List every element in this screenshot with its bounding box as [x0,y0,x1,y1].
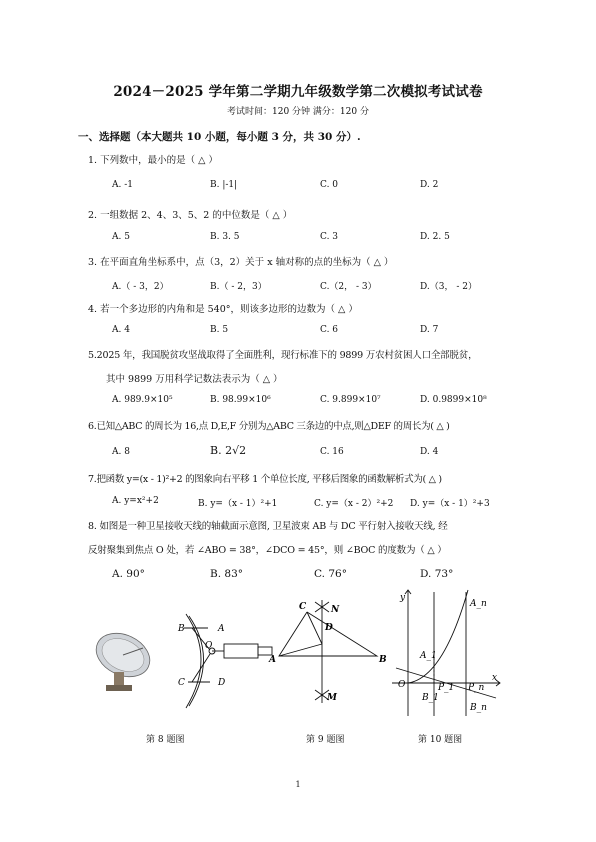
fig10-label-x: x [492,673,498,683]
question-5-line2: 其中 9899 万用科学记数法表示为（ △ ） [106,374,283,385]
question-8-line2: 反射聚集到焦点 O 处，若 ∠ABO = 38°，∠DCO = 45°，则 ∠BOC 的度数为（ △ ） [88,545,447,556]
q6-option-b: B. 2√2 [210,444,247,457]
question-3: 3. 在平面直角坐标系中，点（3，2）关于 x 轴对称的点的坐标为（ △ ） [88,257,394,268]
figure-10 [388,588,508,720]
q4-option-d: D. 7 [420,325,439,335]
dish-cross-section [184,614,272,708]
q5-option-a: A. 989.9×10⁵ [112,395,173,405]
q6-option-d: D. 4 [420,447,439,457]
question-6: 6.已知△ABC 的周长为 16,点 D,E,F 分别为△ABC 三条边的中点,则△DEF 的周长为( △ ) [88,421,450,432]
question-1: 1. 下列数中，最小的是（ △ ） [88,155,218,166]
q8-option-a: A. 90° [112,568,145,580]
q3-option-c: C.（2， - 3） [320,282,377,292]
q8-option-d: D. 73° [420,568,454,580]
q3-option-d: D.（3， - 2） [420,282,477,292]
q8-option-c: C. 76° [314,568,347,580]
fig8-label-b: B [178,624,185,634]
caption-figure-10: 第 10 题图 [418,735,463,745]
q3-option-b: B.（ - 2，3） [210,282,267,292]
fig9-label-n: N [331,605,340,615]
q5-option-c: C. 9.899×10⁷ [320,395,381,405]
page-number: 1 [295,780,301,789]
question-4: 4. 若一个多边形的内角和是 540°，则该多边形的边数为（ △ ） [88,304,358,315]
fig10-label-b1: B_1 [422,693,439,703]
fig9-label-m: M [327,693,337,703]
q2-option-d: D. 2. 5 [420,232,450,242]
q2-option-c: C. 3 [320,232,339,242]
q7-option-d: D. y=（x - 1）²+3 [410,499,490,509]
q2-option-b: B. 3. 5 [210,232,240,242]
fig9-label-a: A [269,655,276,665]
figure-9 [265,598,395,716]
fig10-label-o: O [398,680,406,690]
fig10-label-y: y [400,593,406,603]
fig10-label-pn: P_n [468,683,485,693]
q4-option-a: A. 4 [112,325,130,335]
q6-option-c: C. 16 [320,447,344,457]
q4-option-b: B. 5 [210,325,229,335]
q7-option-b: B. y=（x - 1）²+1 [198,499,278,509]
fig9-label-d: D [325,623,333,633]
exam-info: 考试时间：120 分钟 满分：120 分 [227,107,369,117]
caption-figure-8: 第 8 题图 [146,735,185,745]
question-2: 2. 一组数据 2、4、3、5、2 的中位数是（ △ ） [88,210,293,221]
section-heading: 一、选择题（本大题共 10 小题，每小题 3 分，共 30 分）. [78,131,361,143]
caption-figure-9: 第 9 题图 [306,735,345,745]
fig8-label-d: D [218,678,226,688]
fig9-label-b: B [379,655,387,665]
q5-option-b: B. 98.99×10⁶ [210,395,271,405]
figure-8 [88,610,278,720]
q1-option-c: C. 0 [320,180,339,190]
fig10-label-p1: P_1 [438,683,455,693]
q3-option-a: A.（ - 3，2） [112,282,169,292]
q1-option-a: A. -1 [112,180,133,190]
question-5: 5.2025 年，我国脱贫攻坚战取得了全面胜利，现行标准下的 9899 万农村贫困人口全部脱贫， [88,350,478,361]
q4-option-c: C. 6 [320,325,339,335]
satellite-dish-photo [89,625,157,691]
fig10-label-an: A_n [470,599,487,609]
fig10-label-a1: A_1 [420,651,437,661]
fig8-label-c: C [178,678,185,688]
fig10-label-bn: B_n [470,703,487,713]
fig8-label-o: O [205,641,213,651]
q7-option-a: A. y=x²+2 [112,496,159,506]
question-7: 7.把函数 y=(x - 1)²+2 的图象向右平移 1 个单位长度, 平移后图象的函数解析式为( △ ) [88,474,442,485]
q1-option-d: D. 2 [420,180,439,190]
q5-option-d: D. 0.9899×10⁸ [420,395,487,405]
question-8: 8. 如图是一种卫星接收天线的轴截面示意图, 卫星波束 AB 与 DC 平行射入接收天线, 经 [88,521,448,532]
q7-option-c: C. y=（x - 2）²+2 [314,499,394,509]
q2-option-a: A. 5 [112,232,130,242]
q8-option-b: B. 83° [210,568,244,580]
page-title: 2024－2025 学年第二学期九年级数学第二次模拟考试试卷 [113,84,483,100]
q1-option-b: B. |-1| [210,180,238,190]
q6-option-a: A. 8 [112,447,130,457]
fig9-label-c: C [299,602,307,612]
fig8-label-a: A [218,624,225,634]
